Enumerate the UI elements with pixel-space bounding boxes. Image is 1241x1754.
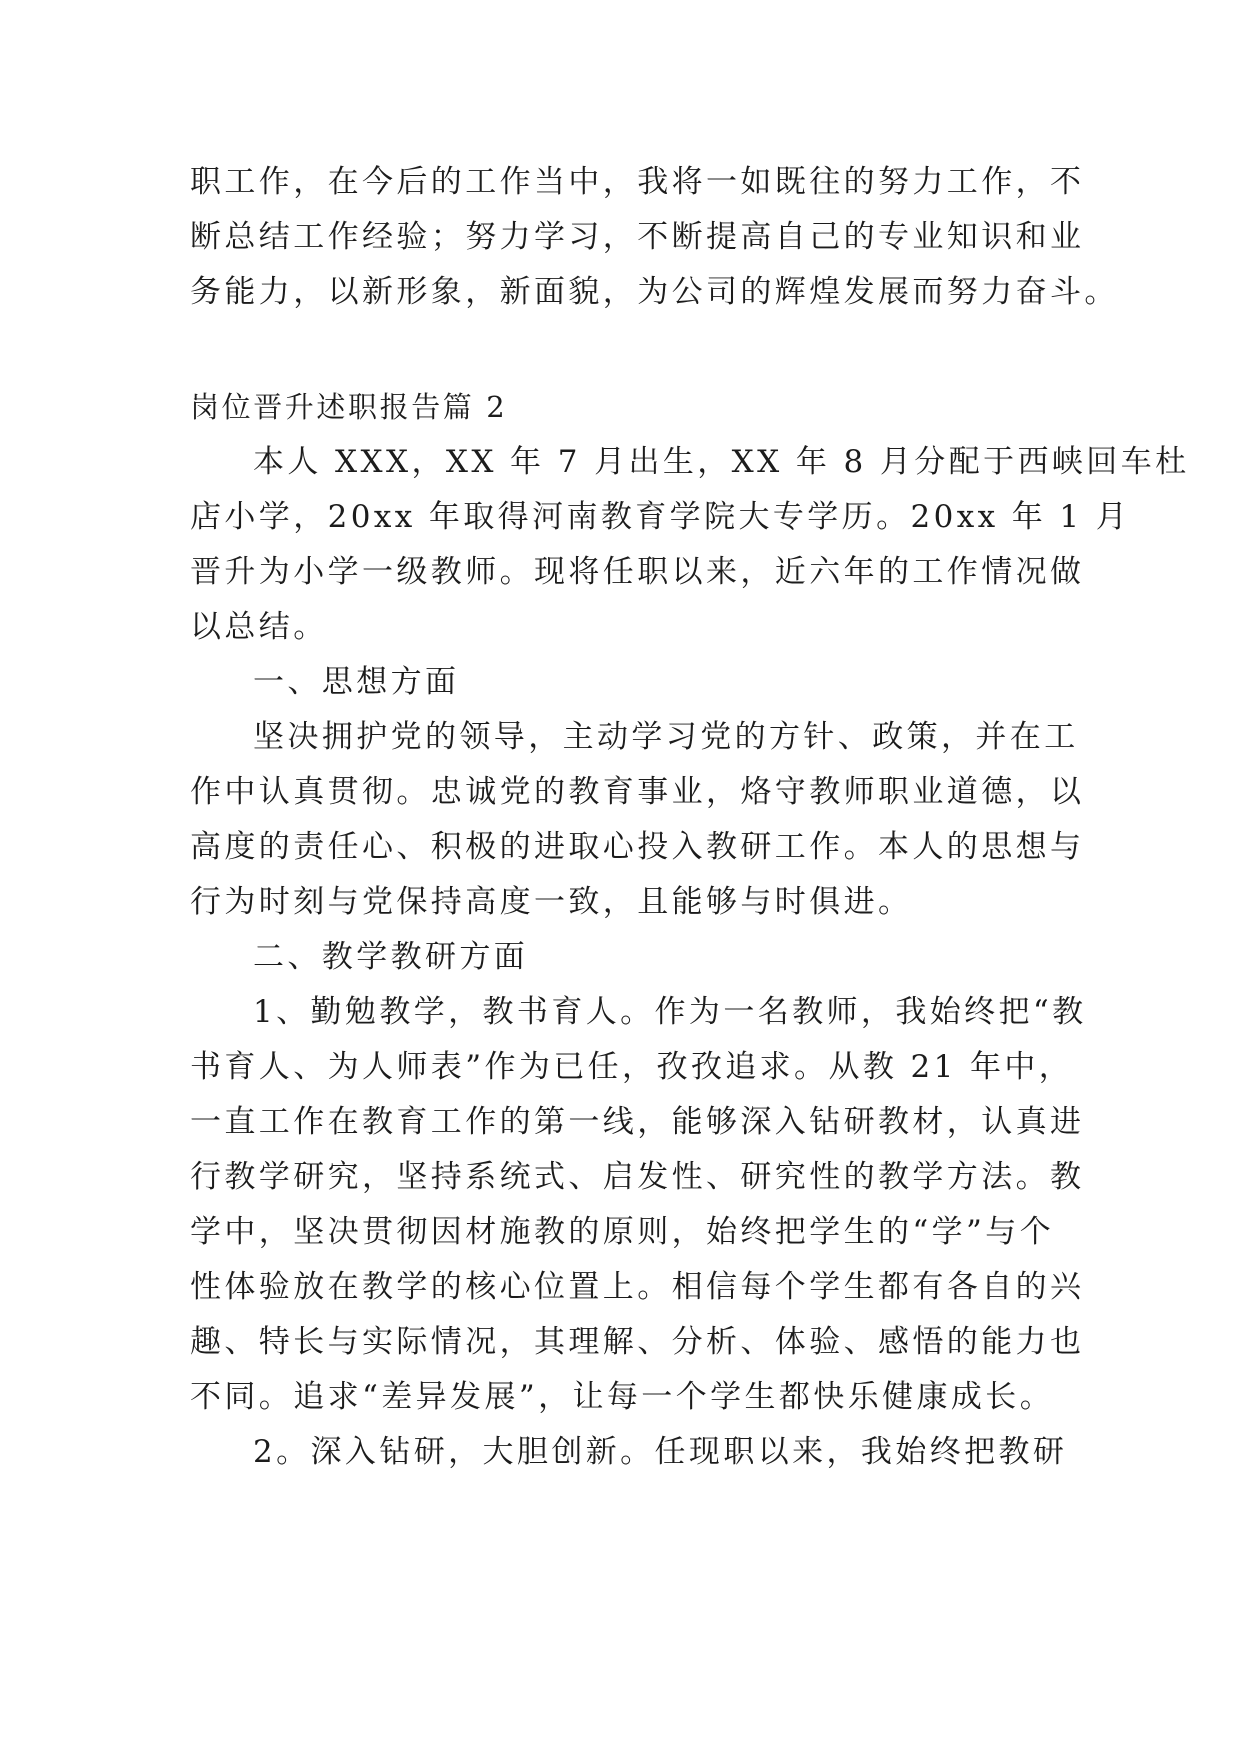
section-title: 岗位晋升述职报告篇 2 [190, 390, 508, 424]
paragraph-line: 行为时刻与党保持高度一致，且能够与时俱进。 [190, 884, 913, 920]
paragraph-line: 趣、特长与实际情况，其理解、分析、体验、感悟的能力也 [190, 1324, 1085, 1360]
paragraph-line: 店小学，20xx 年取得河南教育学院大专学历。20xx 年 1 月 [190, 499, 1131, 535]
paragraph-line: 不同。追求“差异发展”，让每一个学生都快乐健康成长。 [190, 1379, 1055, 1415]
paragraph-line: 高度的责任心、积极的进取心投入教研工作。本人的思想与 [190, 829, 1085, 865]
paragraph-line: 1、勤勉教学，教书育人。作为一名教师，我始终把“教 [253, 994, 1087, 1030]
paragraph-line: 学中，坚决贯彻因材施教的原则，始终把学生的“学”与个 [190, 1214, 1055, 1250]
paragraph-line: 性体验放在教学的核心位置上。相信每个学生都有各自的兴 [190, 1269, 1085, 1305]
paragraph-line: 一直工作在教育工作的第一线，能够深入钻研教材，认真进 [190, 1104, 1085, 1140]
paragraph-line: 坚决拥护党的领导，主动学习党的方针、政策，并在工 [253, 719, 1079, 755]
paragraph-line: 以总结。 [190, 609, 328, 645]
subheading: 一、思想方面 [253, 664, 460, 700]
paragraph-line: 书育人、为人师表”作为已任，孜孜追求。从教 21 年中， [190, 1049, 1074, 1085]
paragraph-line: 2。深入钻研，大胆创新。任现职以来，我始终把教研 [253, 1434, 1068, 1470]
paragraph-line: 职工作，在今后的工作当中，我将一如既往的努力工作，不 [190, 164, 1085, 200]
paragraph-line: 行教学研究，坚持系统式、启发性、研究性的教学方法。教 [190, 1159, 1085, 1195]
subheading: 二、教学教研方面 [253, 939, 529, 975]
paragraph-line: 断总结工作经验；努力学习，不断提高自己的专业知识和业 [190, 219, 1085, 255]
paragraph-line: 作中认真贯彻。忠诚党的教育事业，烙守教师职业道德，以 [190, 774, 1085, 810]
paragraph-line: 务能力，以新形象，新面貌，为公司的辉煌发展而努力奋斗。 [190, 274, 1119, 310]
paragraph-line: 本人 XXX，XX 年 7 月出生，XX 年 8 月分配于西峡回车杜 [253, 444, 1190, 480]
paragraph-line: 晋升为小学一级教师。现将任职以来，近六年的工作情况做 [190, 554, 1085, 590]
